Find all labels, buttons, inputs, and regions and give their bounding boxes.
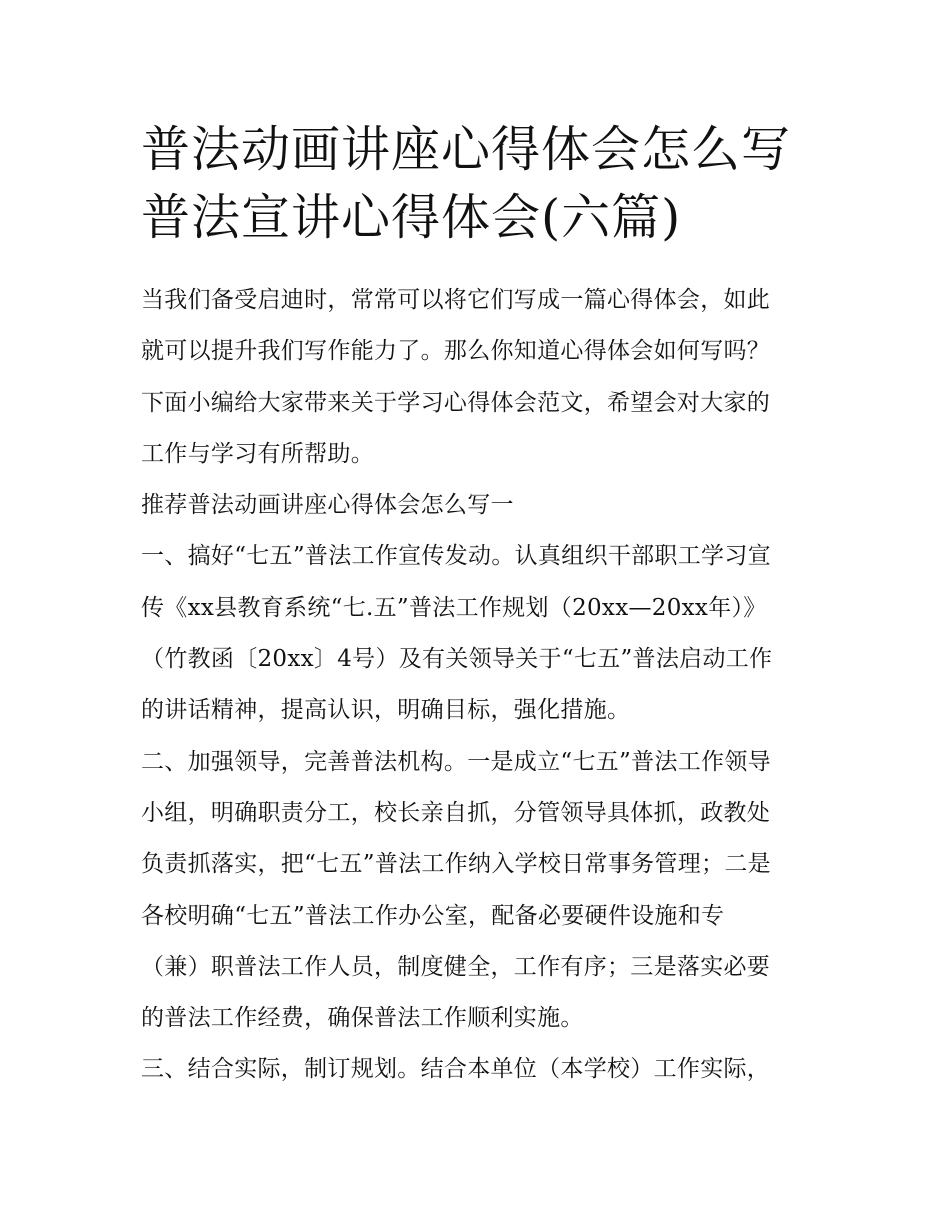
body-line: 各校明确“七五”普法工作办公室，配备必要硬件设施和专	[141, 902, 725, 929]
body-line: 一、搞好“七五”普法工作宣传发动。认真组织干部职工学习宣	[141, 543, 771, 570]
title-line: 普法宣讲心得体会(六篇)	[141, 189, 682, 246]
body-line: 小组，明确职责分工，校长亲自抓，分管领导具体抓，政教处	[141, 799, 771, 826]
title-line: 普法动画讲座心得体会怎么写	[141, 121, 792, 178]
body-line: 的讲话精神，提高认识，明确目标，强化措施。	[141, 697, 631, 724]
body-line: （兼）职普法工作人员，制度健全，工作有序；三是落实必要	[141, 953, 771, 980]
body-line: 负责抓落实，把“七五”普法工作纳入学校日常事务管理；二是	[141, 851, 771, 878]
body-line: 就可以提升我们写作能力了。那么你知道心得体会如何写吗？	[141, 338, 771, 365]
document-title	[141, 116, 821, 252]
body-line: 传《xx县教育系统“七.五”普法工作规划（20xx—20xx年）》	[141, 594, 767, 621]
body-line: 的普法工作经费，确保普法工作顺利实施。	[141, 1005, 584, 1032]
document-body	[141, 275, 821, 1096]
body-line: 下面小编给大家带来关于学习心得体会范文，希望会对大家的	[141, 389, 771, 416]
body-line: 工作与学习有所帮助。	[141, 440, 374, 467]
body-line: 三、结合实际，制订规划。结合本单位（本学校）工作实际，	[141, 1056, 771, 1083]
section-heading: 推荐普法动画讲座心得体会怎么写一	[141, 492, 514, 519]
body-line: 二、加强领导，完善普法机构。一是成立“七五”普法工作领导	[141, 748, 771, 775]
body-line: （竹教函〔20xx〕4号）及有关领导关于“七五”普法启动工作	[141, 646, 773, 673]
body-line: 当我们备受启迪时，常常可以将它们写成一篇心得体会，如此	[141, 287, 771, 313]
